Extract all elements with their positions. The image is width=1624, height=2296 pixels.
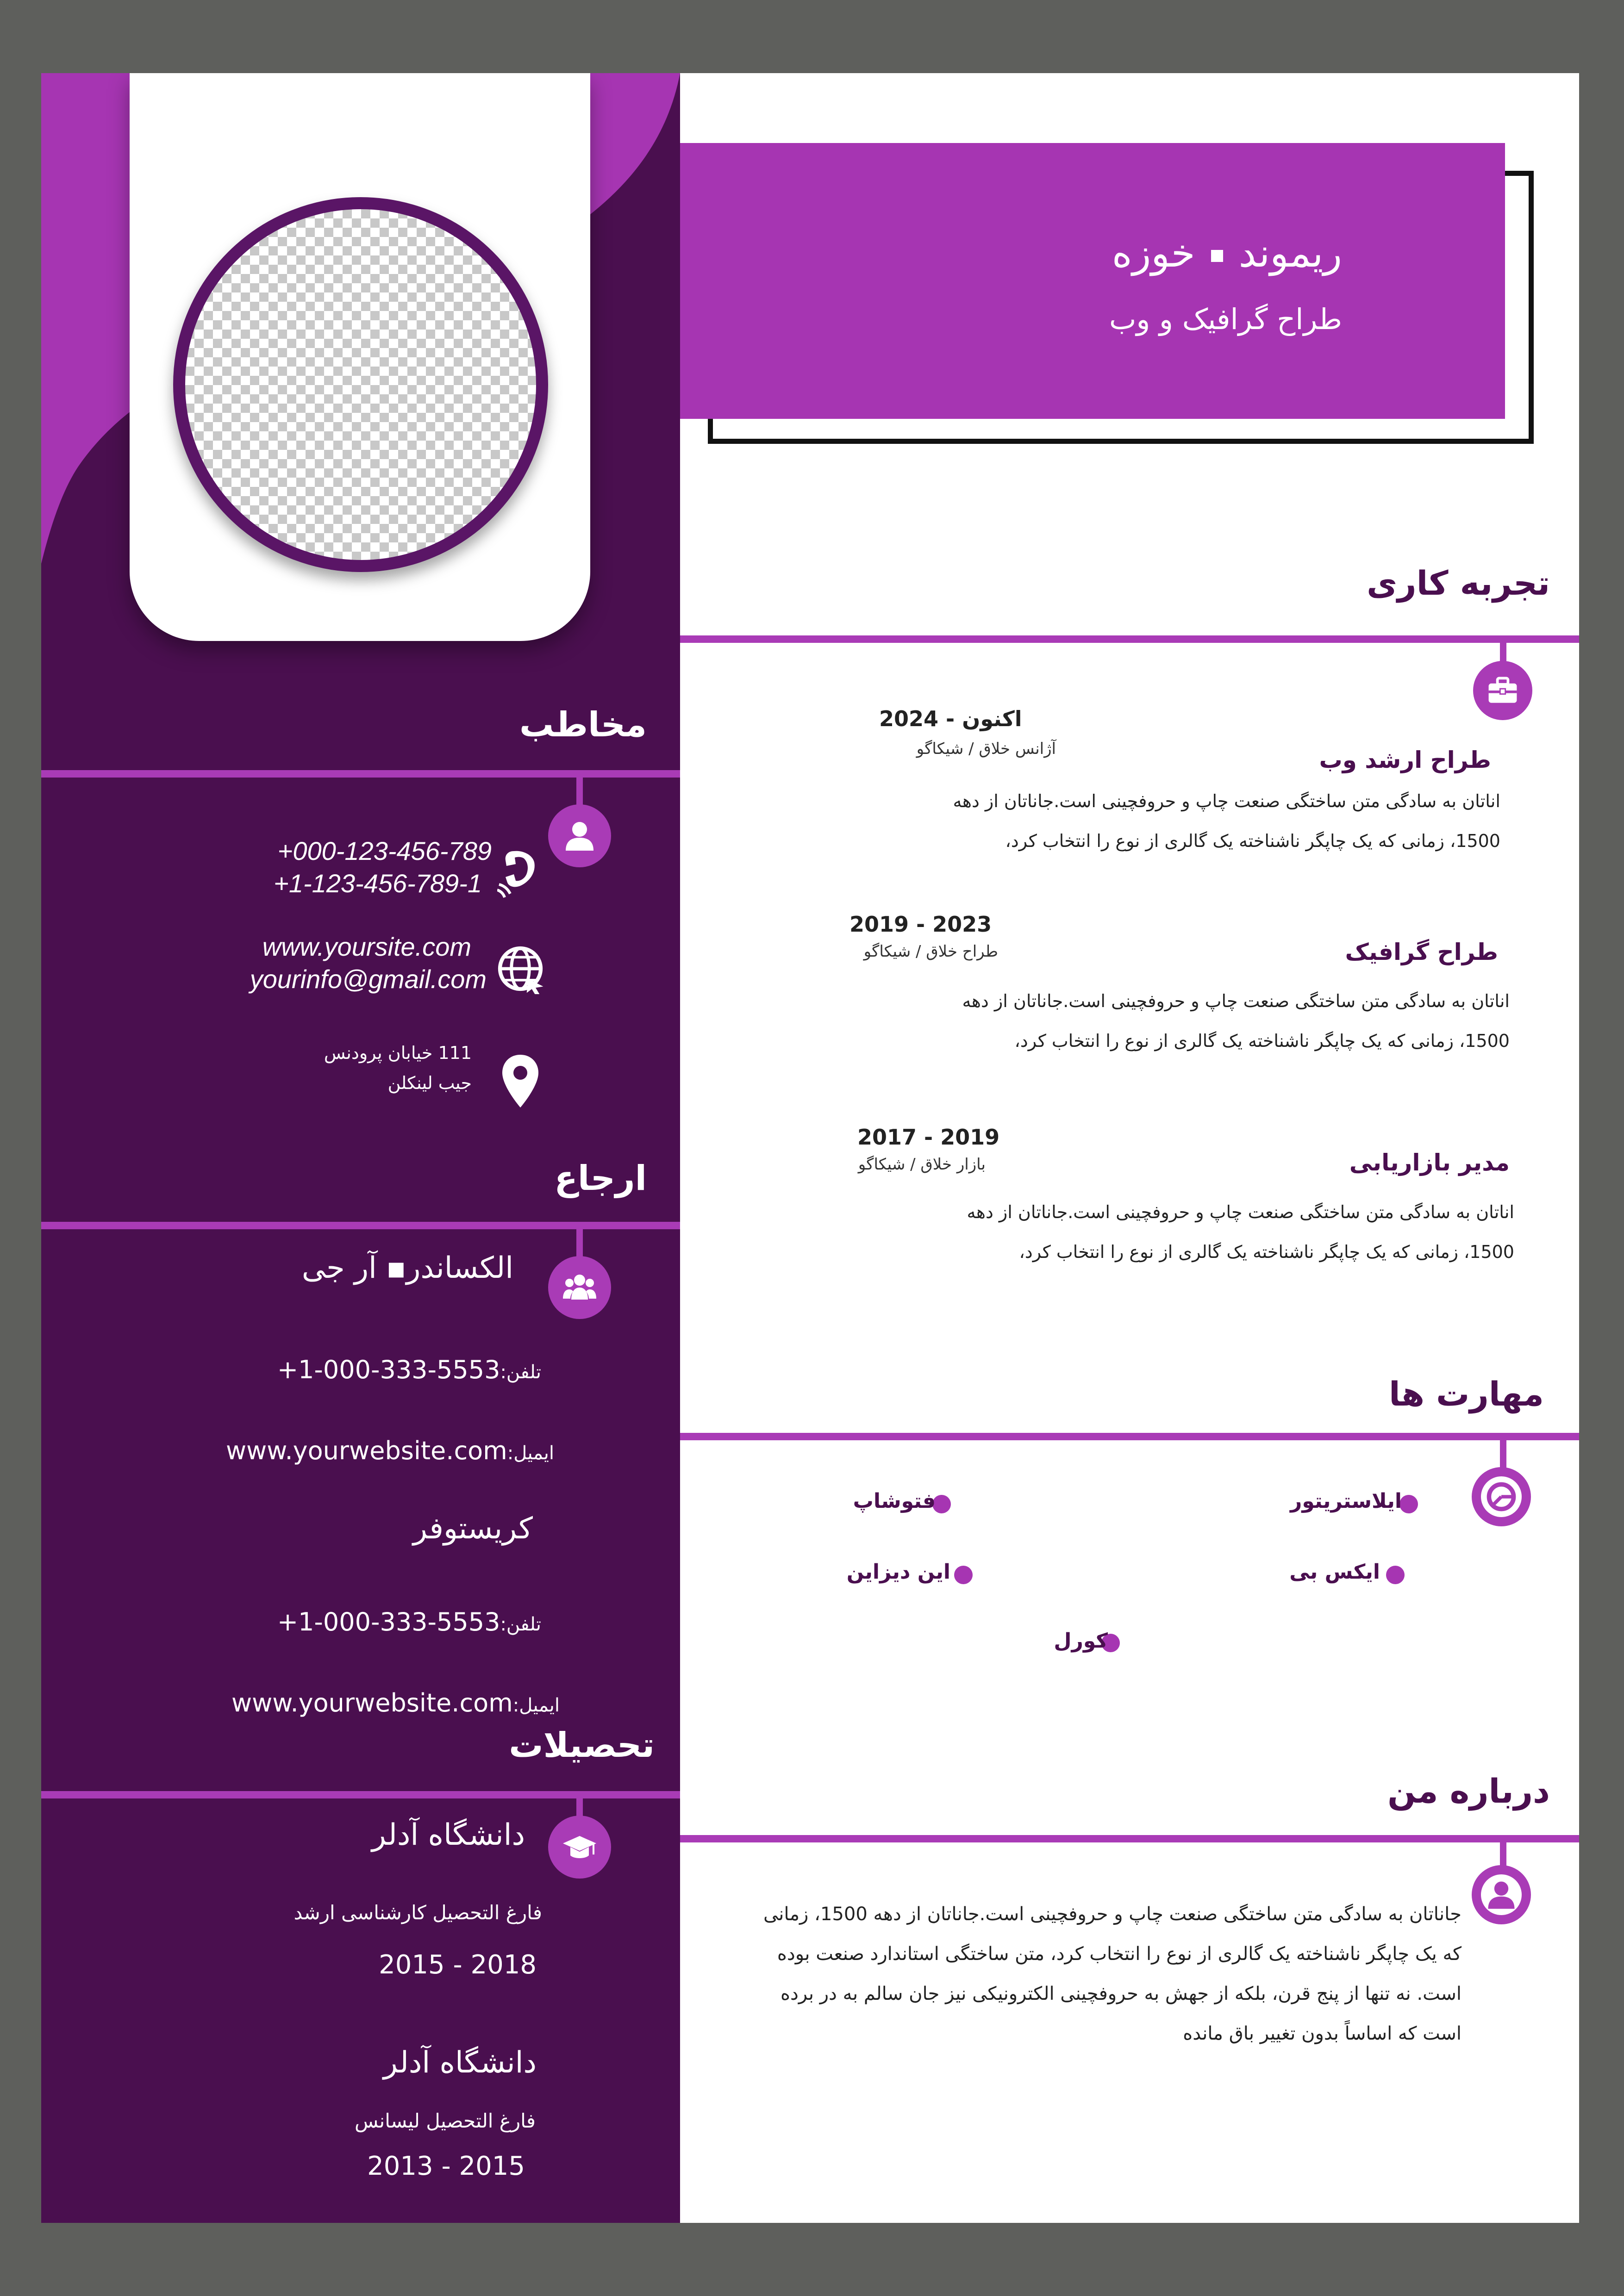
skill-5: کورل: [1054, 1629, 1108, 1653]
job-3-desc-line-1: اناتان به سادگی متن ساختگی صنعت چاپ و حروفچینی است.جاناتان از دهه: [967, 1202, 1514, 1222]
references-heading: ارجاع: [554, 1158, 647, 1198]
reference-2-email[interactable]: [231, 1688, 560, 1717]
about-line-2: که یک چاپگر ناشناخته یک گالری از نوع را انتخاب کرد، متن ساختگی استاندارد صنعت بوده: [777, 1943, 1462, 1965]
graduation-cap-icon: [561, 1829, 598, 1866]
about-text: [763, 1894, 1462, 2053]
education-1-years: 2015 - 2018: [379, 1950, 537, 1980]
user-icon: [561, 817, 598, 854]
last-name: خوزه: [1112, 230, 1195, 276]
experience-badge: [1473, 661, 1532, 720]
about-stem: [1500, 1842, 1506, 1866]
user-icon: [1484, 1877, 1519, 1912]
sidebar: [41, 73, 680, 2223]
address-line-2: جیب لینکلن: [387, 1073, 472, 1093]
skill-2: فتوشاپ: [853, 1489, 936, 1513]
skills-badge: [1472, 1467, 1531, 1526]
job-1-org: آژانس خلاق / شیکاگو: [916, 740, 1056, 758]
email[interactable]: yourinfo@gmail.com: [250, 964, 487, 994]
first-name: ریموند: [1238, 230, 1342, 276]
skills-stem: [1500, 1440, 1506, 1468]
reference-2-name: کریستوفر: [413, 1512, 533, 1546]
job-1-date: اکنون - 2024: [879, 706, 1022, 731]
education-badge: [548, 1816, 611, 1879]
about-heading: درباره من: [1387, 1772, 1550, 1811]
header-box: [680, 143, 1505, 419]
job-3-desc-line-2: 1500، زمانی که یک چاپگر ناشناخته یک گالری از نوع را انتخاب کرد،: [1019, 1242, 1514, 1262]
job-2-date: 2019 - 2023: [849, 912, 992, 937]
about-line-3: است. نه تنها از پنج قرن، بلکه از جهش به حروفچینی الکترونیکی نیز جان سالم به در برده: [781, 1983, 1462, 2004]
email-value: www.yourwebsite.com: [225, 1436, 507, 1465]
skills-heading: مهارت ها: [1389, 1375, 1544, 1413]
group-icon: [561, 1269, 598, 1306]
reference-1-name: الکساندر▪ آر جی: [301, 1251, 513, 1285]
pie-chart-icon: [1484, 1479, 1519, 1514]
contact-rule: [41, 770, 680, 778]
experience-rule: [680, 635, 1579, 643]
reference-1-phone[interactable]: [277, 1355, 541, 1384]
education-1-school: دانشگاه آدلر: [372, 1818, 525, 1852]
skill-1: ایلاستریتور: [1290, 1489, 1402, 1513]
email-label: ایمیل:: [512, 1695, 560, 1716]
about-line-4: است که اساساً بدون تغییر باق مانده: [1183, 2023, 1462, 2044]
skill-4: این دیزاین: [846, 1560, 950, 1584]
references-stem: [576, 1229, 583, 1257]
contact-heading: مخاطب: [519, 705, 647, 745]
education-2-school: دانشگاه آدلر: [383, 2046, 537, 2080]
job-2-title: طراح گرافیک: [1345, 939, 1498, 965]
phone-value: +1-000-333-5553: [277, 1355, 500, 1384]
education-rule: [41, 1791, 680, 1798]
about-badge: [1472, 1865, 1531, 1924]
about-line-1: جاناتان به سادگی متن ساختگی صنعت چاپ و حروفچینی است.جاناتان از دهه 1500، زمانی: [763, 1904, 1462, 1925]
address-line-1: 111 خیابان پرودنس: [324, 1043, 472, 1063]
job-title: طراح گرافیک و وب: [1109, 302, 1342, 336]
contact-badge: [548, 804, 611, 867]
contact-stem: [576, 778, 583, 805]
email-label: ایمیل:: [507, 1443, 554, 1464]
phone-label: تلفن:: [500, 1614, 541, 1635]
skills-rule: [680, 1433, 1579, 1440]
job-1-title: طراح ارشد وب: [1319, 747, 1491, 773]
education-heading: تحصیلات: [509, 1725, 655, 1765]
job-2-desc-line-1: اناتان به سادگی متن ساختگی صنعت چاپ و حروفچینی است.جاناتان از دهه: [962, 991, 1510, 1011]
education-2-degree: فارغ التحصیل لیسانس: [354, 2109, 536, 2132]
skill-3-bullet: [1386, 1566, 1405, 1584]
about-rule: [680, 1835, 1579, 1842]
job-1-desc-line-1: اناتان به سادگی متن ساختگی صنعت چاپ و حروفچینی است.جاناتان از دهه: [953, 791, 1500, 811]
education-1-degree: فارغ التحصیل کارشناسی ارشد: [294, 1901, 542, 1924]
email-value: www.yourwebsite.com: [231, 1688, 513, 1717]
phone-2[interactable]: +1-123-456-789-1: [274, 869, 482, 898]
name-separator: [1211, 250, 1223, 262]
education-2-years: 2013 - 2015: [367, 2151, 525, 2181]
phone-1[interactable]: +000-123-456-789: [277, 836, 492, 865]
job-2-org: طراح خلاق / شیکاگو: [863, 942, 998, 961]
phone-value: +1-000-333-5553: [277, 1607, 500, 1636]
globe-icon: [495, 943, 546, 994]
phone-icon: [497, 844, 543, 899]
job-1-desc-line-2: 1500، زمانی که یک چاپگر ناشناخته یک گالری از نوع را انتخاب کرد،: [1005, 831, 1500, 851]
location-pin-icon: [500, 1053, 541, 1109]
briefcase-icon: [1485, 673, 1520, 708]
job-3-title: مدیر بازاریابی: [1349, 1149, 1510, 1176]
education-stem: [576, 1798, 583, 1817]
experience-stem: [1500, 643, 1506, 661]
skill-1-bullet: [1399, 1495, 1418, 1513]
phone-label: تلفن:: [500, 1362, 541, 1383]
job-3-org: بازار خلاق / شیکاگو: [858, 1155, 986, 1174]
job-2-description: [962, 981, 1510, 1061]
references-badge: [548, 1256, 611, 1319]
job-2-desc-line-2: 1500، زمانی که یک چاپگر ناشناخته یک گالری از نوع را انتخاب کرد،: [1014, 1031, 1510, 1051]
experience-heading: تجربه کاری: [1367, 564, 1550, 603]
reference-2-phone[interactable]: [277, 1607, 541, 1636]
job-3-date: 2017 - 2019: [857, 1125, 1000, 1150]
website[interactable]: www.yoursite.com: [262, 932, 471, 961]
skill-3: ایکس بی: [1289, 1560, 1380, 1584]
job-3-description: [967, 1192, 1514, 1272]
reference-1-email[interactable]: [226, 1436, 554, 1465]
resume-page: [41, 73, 1579, 2223]
skill-4-bullet: [954, 1566, 973, 1584]
job-1-description: [953, 781, 1500, 861]
profile-photo-placeholder[interactable]: [173, 197, 548, 572]
references-rule: [41, 1222, 680, 1229]
full-name: [680, 230, 1342, 276]
